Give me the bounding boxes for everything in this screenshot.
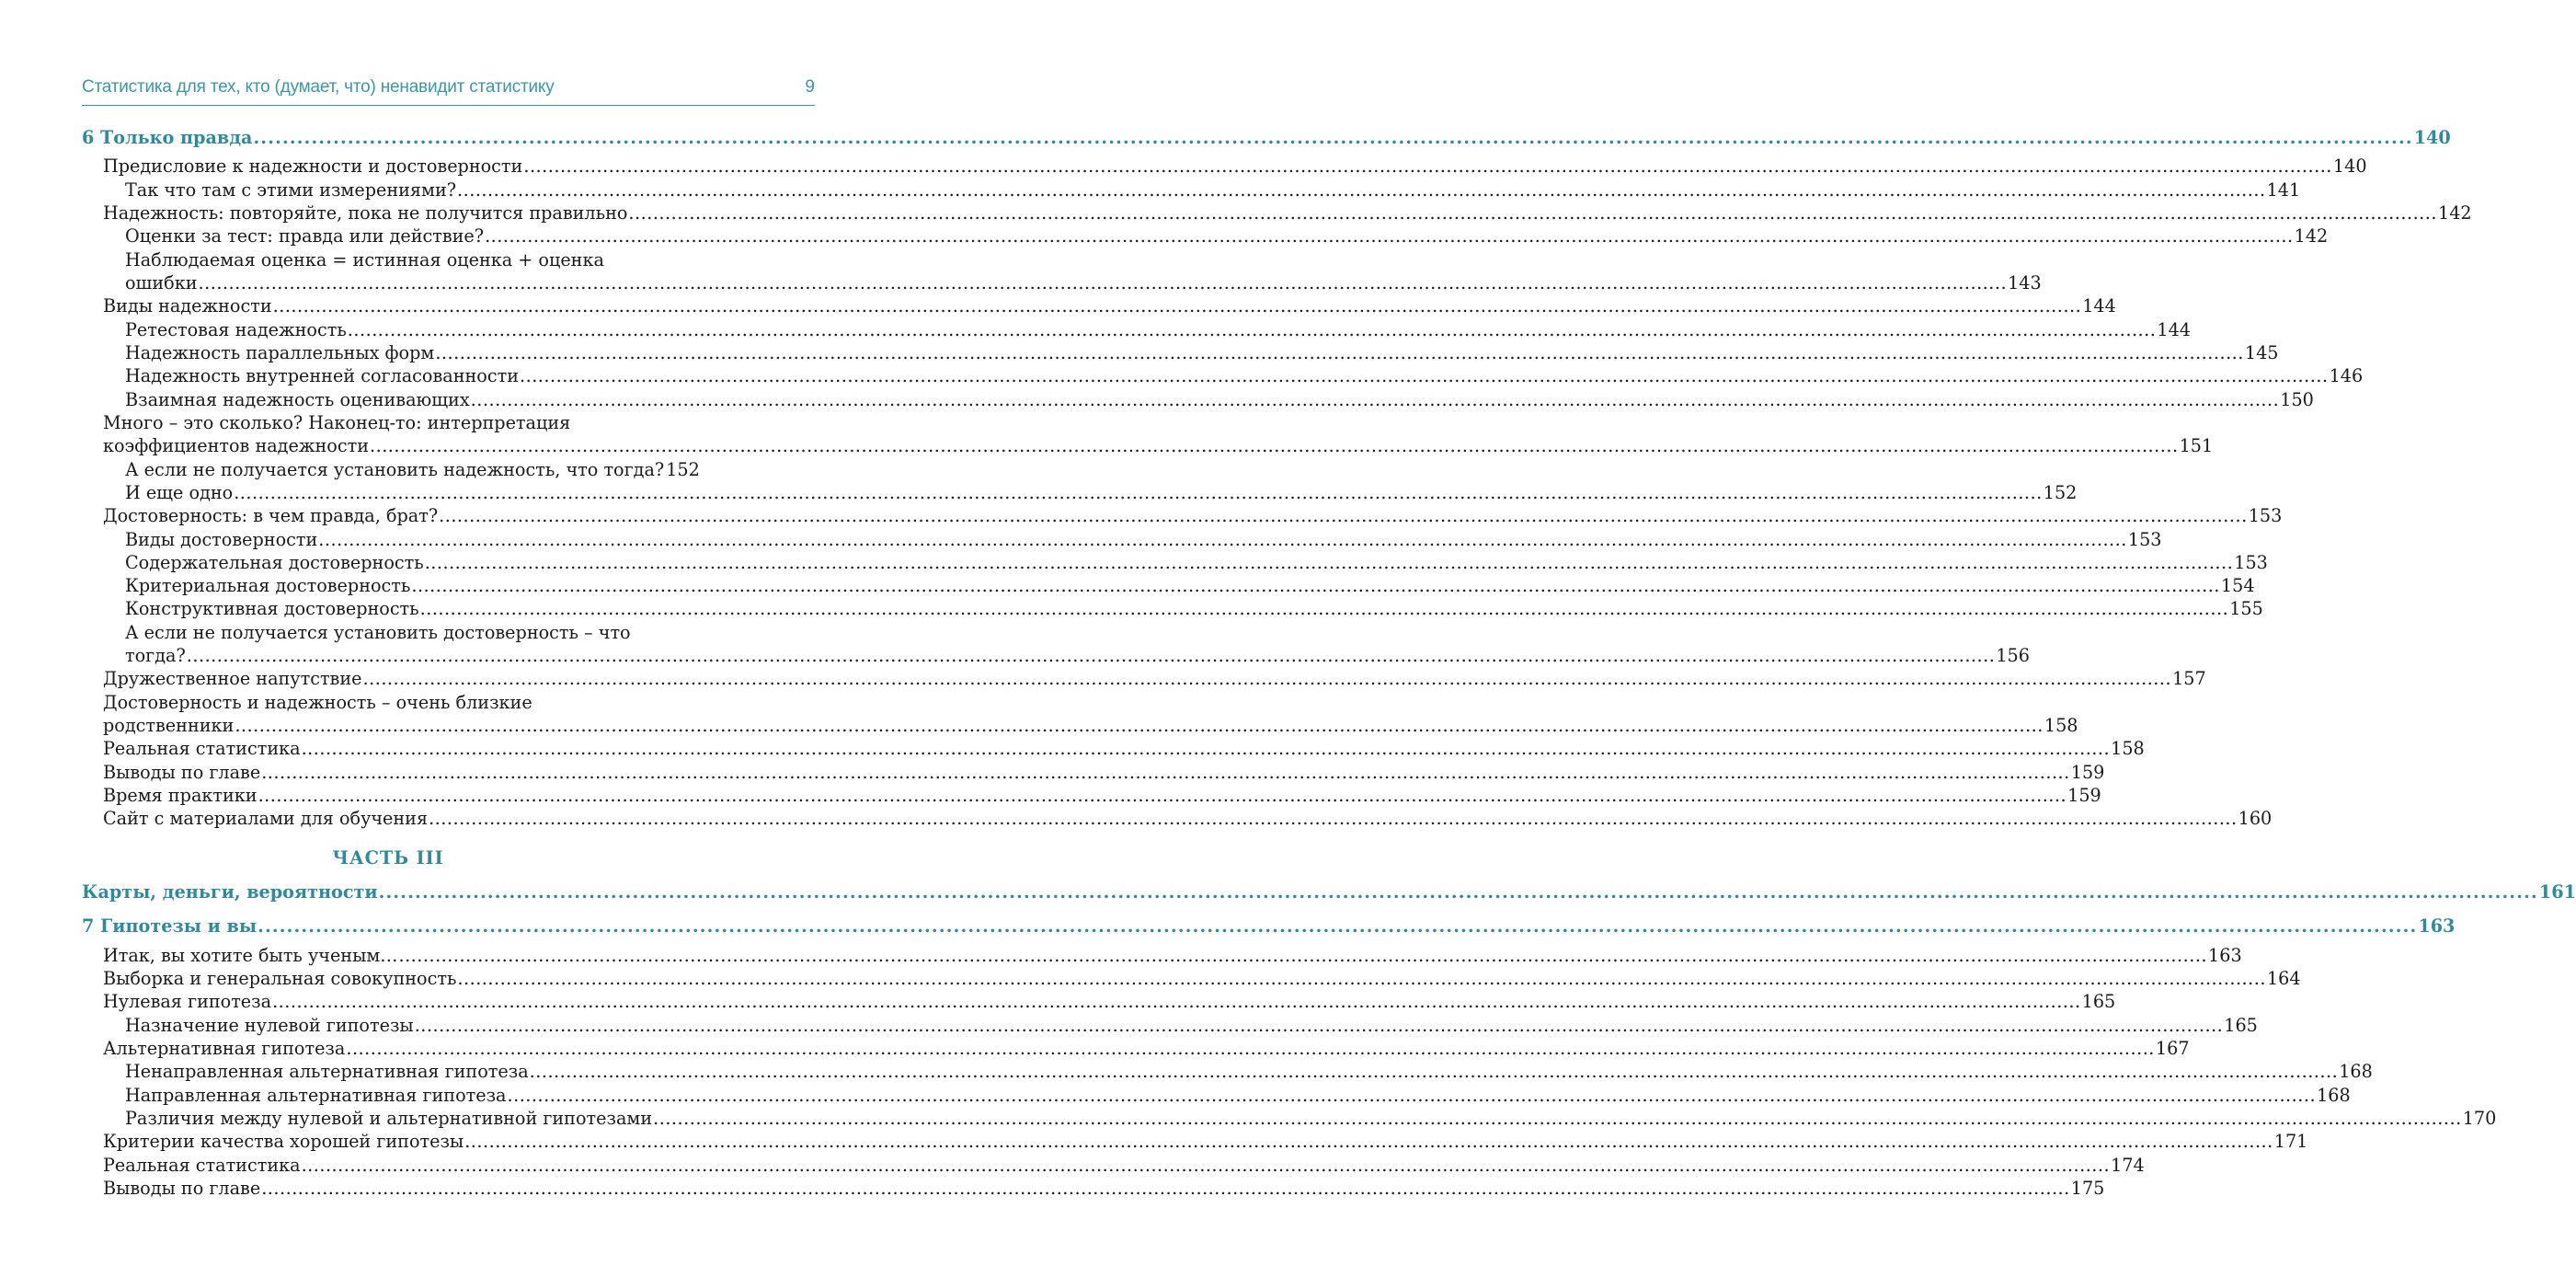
toc-page: 165 (2081, 991, 2116, 1012)
toc-entry-text: И еще одно (125, 482, 234, 503)
toc-leader (187, 645, 1996, 666)
toc-entry[interactable] (103, 1038, 2190, 1059)
toc-entry-text: Сайт с материалами для обучения (103, 808, 429, 829)
toc-entry-text: Реальная статистика (103, 1155, 301, 1176)
toc-page: 174 (2111, 1155, 2145, 1176)
toc-page: 144 (2082, 295, 2116, 316)
toc-page: 143 (2008, 272, 2042, 293)
toc-entry[interactable] (125, 342, 2279, 363)
toc-entry[interactable] (125, 1015, 2258, 1036)
toc-entry[interactable] (125, 482, 2078, 503)
toc-page: 163 (2418, 915, 2456, 937)
toc-chapter-6[interactable] (82, 127, 2451, 148)
toc-entry[interactable] (103, 968, 2301, 989)
toc-entry-text[interactable]: Наблюдаемая оценка = истинная оценка + оценка (125, 249, 604, 270)
toc-entry-text: Дружественное напутствие (103, 668, 362, 689)
toc-page: 140 (2413, 127, 2451, 148)
toc-entry-text: Ретестовая надежность (125, 319, 347, 340)
toc-entry-text: Так что там с этими измерениями? (125, 179, 457, 201)
toc-page: 158 (2044, 715, 2078, 736)
toc-leader (302, 1155, 2111, 1176)
toc-leader (261, 1178, 2070, 1199)
toc-page: 154 (2220, 575, 2255, 596)
toc-leader (628, 202, 2437, 224)
toc-entry[interactable] (125, 645, 2030, 666)
toc-entry-text: Время практики (103, 785, 258, 806)
toc-page: 168 (2317, 1085, 2351, 1106)
page-number: 9 (805, 77, 815, 97)
toc-entry[interactable] (125, 319, 2191, 340)
toc-entry-text: Альтернативная гипотеза (103, 1038, 346, 1059)
toc-entry[interactable] (103, 155, 2367, 177)
toc-entry-text: Направленная альтернативная гипотеза (125, 1085, 507, 1106)
toc-leader (471, 389, 2280, 410)
toc-leader (258, 915, 2417, 937)
toc-leader (457, 179, 2266, 201)
toc-entry[interactable] (103, 505, 2283, 526)
toc-leader (253, 127, 2412, 148)
toc-entry-text: Достоверность: в чем правда, брат? (103, 505, 439, 526)
toc-leader (272, 991, 2081, 1012)
toc-page: 168 (2339, 1061, 2373, 1082)
toc-entry[interactable] (103, 738, 2145, 759)
toc-entry-text: Надежность внутренней согласованности (125, 365, 519, 386)
toc-leader (439, 505, 2248, 526)
toc-leader (318, 529, 2127, 550)
toc-entry-text: Нулевая гипотеза (103, 991, 272, 1012)
toc-entry-text: Виды надежности (103, 295, 272, 316)
toc-page: 152 (2043, 482, 2078, 503)
toc-entry-text: Выводы по главе (103, 1178, 261, 1199)
toc-entry-text: Реальная статистика (103, 738, 301, 759)
toc-entry-text[interactable]: Достоверность и надежность – очень близкие (103, 692, 532, 713)
toc-entry-text: Оценки за тест: правда или действие? (125, 225, 485, 247)
toc-leader (261, 762, 2070, 783)
toc-entry-text: Надежность параллельных форм (125, 342, 435, 363)
toc-page: 153 (2234, 552, 2268, 573)
toc-entry-text: Конструктивная достоверность (125, 598, 419, 619)
toc-entry[interactable] (125, 575, 2255, 596)
toc-page: 150 (2280, 389, 2314, 410)
toc-leader (429, 808, 2238, 829)
toc-entry[interactable] (125, 365, 2364, 386)
toc-part-3[interactable] (82, 881, 2576, 903)
toc-leader (199, 272, 2008, 293)
running-header (82, 77, 815, 106)
toc-chapter-label: 7 Гипотезы и вы (82, 915, 258, 937)
part-heading: ЧАСТЬ III (332, 847, 444, 869)
toc-page: 157 (2172, 668, 2206, 689)
toc-leader (235, 715, 2044, 736)
toc-leader (273, 295, 2082, 316)
toc-entry[interactable] (125, 598, 2263, 619)
toc-entry[interactable] (125, 529, 2162, 550)
toc-page: 151 (2179, 435, 2214, 456)
toc-entry-text: Итак, вы хотите быть ученым… (103, 945, 398, 966)
toc-page: 142 (2294, 225, 2329, 247)
toc-entry[interactable] (125, 179, 2301, 201)
toc-leader (398, 945, 2207, 966)
toc-entry-text: Критерии качества хорошей гипотезы (103, 1131, 464, 1152)
toc-page: 167 (2155, 1038, 2190, 1059)
toc-entry-text: Ненаправленная альтернативная гипотеза (125, 1061, 529, 1082)
toc-entry-text: родственники (103, 715, 235, 736)
toc-page: 163 (2208, 945, 2242, 966)
book-title: Статистика для тех, кто (думает, что) ненавидит статистику (82, 77, 555, 97)
toc-page: 161 (2538, 881, 2576, 903)
toc-page: 145 (2244, 342, 2279, 363)
toc-entry-text: Виды достоверности (125, 529, 318, 550)
toc-entry[interactable] (125, 1085, 2351, 1106)
toc-page: 160 (2238, 808, 2273, 829)
toc-entry-text: Предисловие к надежности и достоверности (103, 155, 523, 177)
toc-page: 164 (2266, 968, 2301, 989)
toc-entry[interactable] (103, 1178, 2105, 1199)
toc-page: 158 (2111, 738, 2145, 759)
toc-entry-text: Надежность: повторяйте, пока не получится правильно (103, 202, 628, 224)
toc-entry[interactable] (103, 202, 2472, 224)
toc-entry[interactable] (103, 945, 2242, 966)
toc-entry[interactable] (103, 435, 2214, 456)
toc-entry-text: А если не получается установить надежность, что тогда? (125, 459, 665, 480)
toc-entry[interactable] (125, 389, 2314, 410)
toc-leader (520, 365, 2329, 386)
toc-entry[interactable] (103, 715, 2078, 736)
toc-page: 144 (2157, 319, 2191, 340)
toc-leader (435, 342, 2244, 363)
toc-page: 159 (2070, 762, 2105, 783)
toc-leader (346, 1038, 2155, 1059)
toc-leader (530, 1061, 2339, 1082)
toc-entry-text[interactable]: А если не получается установить достоверность – что (125, 622, 631, 643)
toc-leader (234, 482, 2043, 503)
toc-leader (425, 552, 2234, 573)
toc-leader (653, 1108, 2462, 1129)
toc-entry-text: Назначение нулевой гипотезы (125, 1015, 414, 1036)
toc-entry[interactable] (125, 272, 2042, 293)
toc-leader (415, 1015, 2224, 1036)
toc-entry-text[interactable]: Много – это сколько? Наконец-то: интерпретация (103, 412, 571, 433)
toc-leader (363, 668, 2172, 689)
toc-page: 146 (2329, 365, 2364, 386)
toc-page: 165 (2224, 1015, 2258, 1036)
toc-entry[interactable] (103, 991, 2116, 1012)
toc-entry[interactable] (103, 1155, 2145, 1176)
toc-chapter-label: 6 Только правда (82, 127, 253, 148)
toc-part-label: Карты, деньги, вероятности (82, 881, 378, 903)
toc-page: 170 (2462, 1108, 2497, 1129)
toc-entry-text: тогда? (125, 645, 186, 666)
toc-entry[interactable] (103, 785, 2101, 806)
toc-entry-text: Выводы по главе (103, 762, 261, 783)
toc-entry[interactable] (103, 295, 2116, 316)
toc-chapter-7[interactable] (82, 915, 2456, 937)
toc-page: 175 (2070, 1178, 2105, 1199)
toc-page: 159 (2067, 785, 2101, 806)
toc-page: 153 (2127, 529, 2162, 550)
toc-leader (457, 968, 2266, 989)
toc-leader (420, 598, 2229, 619)
toc-page: 152 (666, 459, 700, 480)
toc-leader (523, 155, 2332, 177)
toc-page: 155 (2229, 598, 2263, 619)
toc-entry[interactable] (125, 459, 700, 480)
toc-entry-text: Различия между нулевой и альтернативной гипотезами (125, 1108, 653, 1129)
toc-leader (370, 435, 2179, 456)
toc-page: 140 (2332, 155, 2367, 177)
toc-entry[interactable] (125, 1061, 2373, 1082)
toc-leader (485, 225, 2294, 247)
toc-entry[interactable] (125, 552, 2268, 573)
toc-page: 171 (2273, 1131, 2308, 1152)
toc-leader (379, 881, 2538, 903)
toc-entry-text: коэффициентов надежности (103, 435, 369, 456)
toc-entry[interactable] (103, 762, 2105, 783)
toc-leader (258, 785, 2067, 806)
toc-entry-text: Содержательная достоверность (125, 552, 424, 573)
toc-entry[interactable] (125, 1108, 2497, 1129)
toc-page: 153 (2248, 505, 2283, 526)
toc-leader (464, 1131, 2273, 1152)
toc-entry[interactable] (103, 668, 2206, 689)
toc-entry[interactable] (103, 1131, 2308, 1152)
toc-page: 142 (2437, 202, 2472, 224)
toc-leader (302, 738, 2111, 759)
toc-page: 141 (2266, 179, 2301, 201)
toc-entry-text: Критериальная достоверность (125, 575, 411, 596)
toc-leader (411, 575, 2220, 596)
toc-entry-text: Взаимная надежность оценивающих (125, 389, 470, 410)
toc-entry[interactable] (103, 808, 2273, 829)
toc-leader (348, 319, 2157, 340)
toc-page: 156 (1996, 645, 2030, 666)
toc-entry[interactable] (125, 225, 2329, 247)
toc-entry-text: ошибки (125, 272, 198, 293)
toc-leader (508, 1085, 2317, 1106)
toc-entry-text: Выборка и генеральная совокупность (103, 968, 457, 989)
